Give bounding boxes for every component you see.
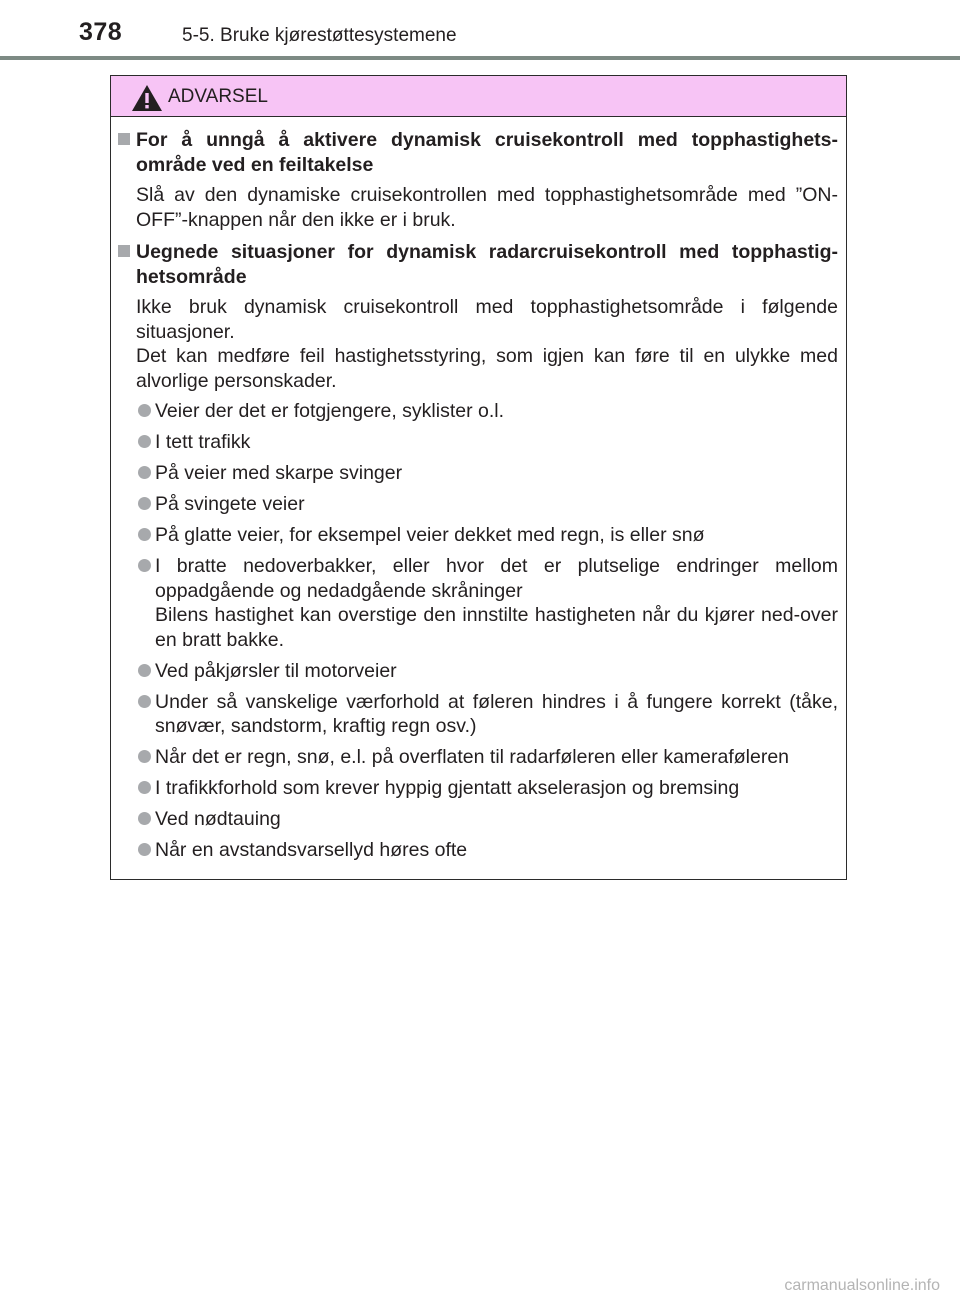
section-heading [117,128,838,177]
list-item [117,554,838,652]
header-rule [0,56,960,60]
square-marker-icon [118,133,130,145]
paragraph: Det kan medføre feil hastighetsstyring, som igjen kan føre til en ulykke med alvorlige personskader. [136,345,838,392]
bullet-icon [138,559,151,572]
list-item [117,492,838,517]
list-item [117,430,838,455]
list-item [117,659,838,684]
list-item-text: På glatte veier, for eksempel veier dekket med regn, is eller snø [155,524,705,546]
section-body [117,183,838,232]
list-item-text: Ved påkjørsler til motorveier [155,659,397,682]
section-title: 5-5. Bruke kjørestøttesystemene [182,25,457,46]
list-item [117,838,838,863]
bullet-icon [138,664,151,677]
list-item [117,745,838,770]
paragraph: Slå av den dynamiske cruisekontrollen med topphastighetsområde med ”ON-OFF”-knappen når den ikke er i bruk. [136,184,838,231]
list-item-text: Ved nødtauing [155,808,281,830]
bullet-icon [138,781,151,794]
list-item-text: På svingete veier [155,493,305,515]
watermark: carmanualsonline.info [784,1277,940,1294]
list-item [117,776,838,801]
list-item [117,690,838,739]
list-item [117,399,838,424]
paragraph: Ikke bruk dynamisk cruisekontroll med topphastighetsområde i følgende situasjoner. [136,296,838,343]
list-item-text: Når det er regn, snø, e.l. på overflaten til radarføleren eller kameraføleren [155,746,790,768]
list-item-text: Når en avstandsvarsellyd høres ofte [155,839,468,861]
list-item-note: Bilens hastighet kan overstige den innstilte hastigheten når du kjører ned-over en bratt bakke. [155,604,838,651]
section-heading-text: Uegnede situasjoner for dynamisk radarcruisekontroll med topphastig-hetsområde [136,241,838,288]
page-header [0,0,960,62]
bullet-icon [138,466,151,479]
section-heading [117,240,838,289]
bullet-icon [138,528,151,541]
bullet-list [117,399,838,863]
list-item-text: Veier der det er fotgjengere, syklister o.l. [155,400,505,422]
bullet-icon [138,812,151,825]
bullet-icon [138,750,151,763]
section-body [117,295,838,393]
bullet-icon [138,404,151,417]
section-heading-text: For å unngå å aktivere dynamisk cruisekontroll med topphastighets-område ved en feiltakelse [136,129,838,176]
bullet-icon [138,435,151,448]
list-item-text: I tett trafikk [155,431,251,453]
bullet-icon [138,695,151,708]
list-item-text: I bratte nedoverbakker, eller hvor det er plutselige endringer mellom oppadgående og nedadgående skråninger [155,555,838,602]
bullet-icon [138,497,151,510]
list-item [117,523,838,548]
list-item [117,461,838,486]
warning-header [111,76,846,117]
warning-triangle-icon [131,84,163,112]
bullet-icon [138,843,151,856]
warning-label: ADVARSEL [168,86,268,107]
warning-content [117,128,838,869]
list-item-text: I trafikkforhold som krever hyppig gjentatt akselerasjon og bremsing [155,777,740,799]
list-item-text: På veier med skarpe svinger [155,462,403,484]
page-number: 378 [79,18,123,46]
square-marker-icon [118,245,130,257]
list-item [117,807,838,832]
list-item-text: Under så vanskelige værforhold at føleren hindres i å fungere korrekt (tåke, snøvær, sandstorm, kraftig regn osv.) [155,690,838,737]
warning-box [110,75,847,880]
